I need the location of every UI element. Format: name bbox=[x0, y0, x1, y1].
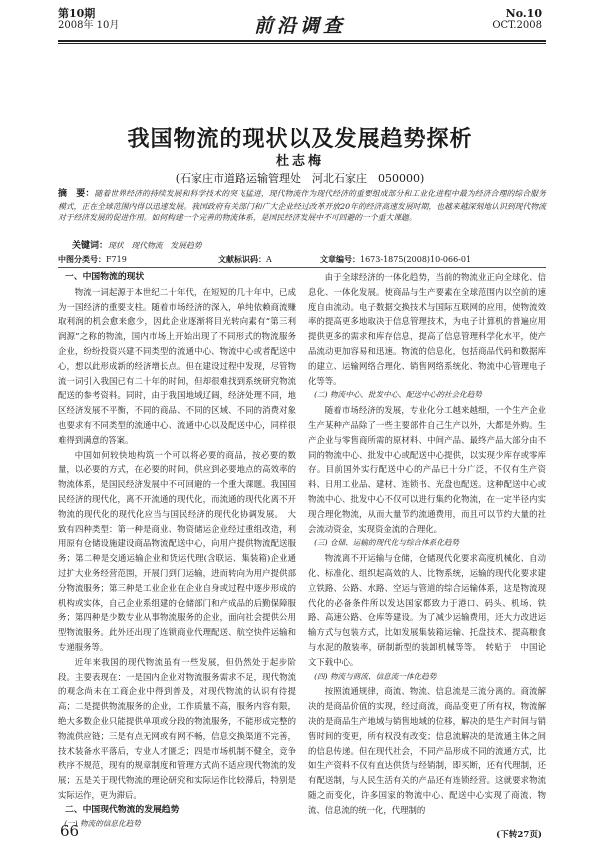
keywords-text: 现状 现代物流 发展趋势 bbox=[108, 241, 202, 250]
subsection-heading-4: (四) 物流与商流、信息流一体化趋势 bbox=[314, 671, 437, 681]
section-heading-1: 一、中国物流的现状 bbox=[65, 272, 145, 282]
body-paragraph: 按照流通规律，商流、物流、信息流是三流分离的。商流解决的是商品价值的实现，经过商流，商品变更了所有权，物流解决的是商品生产地域与销售地域的位移，解决的是生产时间与销售时间的变更，所有权没有改变；信息流解决的是流通主体之间的信息传递。但在现代社会，不同产品形成不同的流通方式，比如生产资料不仅有直达供货与经销制，即买断，还有代理制，还有配送制，与人民生活有关的产品还有连锁经营。这就要求物流随之而变化，许多国家的物流中心、配送中心实现了商流、物流、信息流的统一化，代理制的 bbox=[308, 686, 546, 815]
left-column bbox=[58, 270, 296, 832]
body-paragraph: 由于全球经济的一体化趋势，当前的物流业正向全球化、信息化、一体化发展。使商品与生产要素在全球范围内以空前的速度自由流动。电子数据交换技术与国际互联网的应用，使物流效率的提高更多地取决于信息管理技术，为电子计算机的普遍应用提供更多的需求和库存信息，提高了信息管理科学化水平，使产品流动更加容易和迅速。物流的信息化，包括商品代码和数据库的建立、运输网络合理化、销售网络系统化、物流中心管理电子化等等。 bbox=[308, 272, 546, 386]
body-paragraph: 随着市场经济的发展，专业化分工越来越细，一个生产企业生产某种产品除了一些主要部件自己生产以外，大都是外购。生产企业与零售商所需的原材料、中间产品、最终产品大部分由不同的物流中心、批发中心或配送中心提供，以实现少库存或零库存。目前国外实行配送中心的产品已十分广泛，不仅有生产资料、日用工业品、建材、连锁书、光盘也配送。这种配送中心或物流中心、批发中心不仅可以进行集约化物流，在一定半径内实现合理化物流，从而大量节约流通费用，而且可以节约大量的社会流动资金，实现资金流的合理化。 bbox=[308, 405, 546, 534]
header-issue-en: No.10 bbox=[505, 7, 542, 20]
subsection-heading-3: (三) 仓储、运输的现代化与综合体系化趋势 bbox=[314, 538, 460, 548]
body-paragraph: 近年来我国的现代物流虽有一些发展，但仍然处于起步阶段。主要表现在：一是国内企业对物流服务需求不足，现代物流的观念尚未在工商企业中得到普及，对现代物流的认识有待提高；二是提供物流服务的企业，工作质量不高，服务内容有限，绝大多数企业只能提供单项或分段的物流服务，不能形成完整的物流供应链；三是有点无网或有网不畅，信息交换渠道不完善，技术装备水平落后，专业人才匮乏；四是市场机制不健全，竞争秩序不规范，现有的规章制度和管理方式尚不适应现代物流的发展；五是关于现代物流的理论研究和实际运作比较滞后，特别是实际运作，更为滞后。 bbox=[58, 656, 296, 800]
abstract bbox=[58, 188, 546, 224]
page-number: 66 bbox=[60, 822, 80, 840]
keywords-label: 关键词： bbox=[72, 241, 109, 251]
body-paragraph: 物流离不开运输与仓储，仓储现代化要求高度机械化、自动化、标准化、组织起高效的人、比物系统，运输的现代化要求建立铁路、公路、水路、空运与管道的综合运输体系，这是物流现代化的必备条件所以发达国家都致力于港口、码头、机场、铁路、高速公路、仓库等建设。为了减少运输费用，还大力改进运输方式与包装方式，比如发展集装箱运输、托盘技术、提高粮食与水泥的散装率，研制新型的装卸机械等等。 转贴于 中国论文下载中心。 bbox=[308, 553, 546, 667]
article-number: 文章编号：1673-1875(2008)10-066-01 bbox=[320, 254, 472, 264]
article-author: 杜志梅 bbox=[275, 154, 324, 169]
doc-code: 文献标识码：A bbox=[218, 254, 272, 264]
right-column bbox=[308, 270, 546, 817]
continued-note: (下转27页) bbox=[496, 830, 542, 840]
body-paragraph: 物流一词起源于本世纪二十年代，在短短的几十年中，已成为一国经济的重要支柱。随着市场经济的深入，单纯依赖商流赚取利润的机会愈来愈少，因此企业逐渐将目光转向素有“第三利润源”之称的物流，国内市场上开始出现了不同形式的物流服务企业，纷纷投资兴建不同类型的流通中心、物流中心或者配送中心，想以此形成新的经济增长点。但在建设过程中发现，尽管物流一词引入我国已有二十年的时间，但却很难找到系统研究物流配送的参考资料。同时，由于我国地域辽阔，经济处理不同，地区经济发展不平衡，不同的商品、不同的区域、不同的消费对象也要求有不同类型的流通中心、流通中心以及配送中心，同样很难得到满意的答案。 bbox=[58, 286, 296, 445]
clc-number: 中图分类号：F719 bbox=[58, 254, 127, 264]
header-rule-thick bbox=[58, 40, 546, 42]
article-title: 我国物流的现状以及发展趋势探析 bbox=[127, 127, 473, 152]
subsection-heading-1: (一) 物流的信息化趋势 bbox=[64, 819, 141, 829]
body-paragraph: 中国如何较快地构筑一个可以将必要的商品，按必要的数量，以必要的方式，在必要的时间，供应到必要地点的高效率的物流体系，是国民经济发展中不可回避的一个重大课题。我国国民经济的现代化，离不开流通的现代化，而流通的现代化离不开物流的现代化的现代化应当与国民经济的现代化协调发展。 大致有四种类型：第一种是商业、物资储运企业经过重组改造，利用原有仓储设施建设商品物流配送中心，向用户提供物流配送服务；第二种是交通运输企业和货运代理(含联运、集装箱)企业通过扩大业务经营范围，开展门到门运输，进而转向为用户提供部分物流服务；第三种是工业企业在企业自身或过程中逐步形成的机构或实体，自己企业系组建的仓储部门和产成品的后勤保障服务；第四种是少数专业从事物流服务的企业，面向社会提供公用型物流服务。此外还出现了连锁商业代理配送、航空快件运输和专递服务等。 bbox=[58, 449, 296, 652]
header-date: 2008年 10月 bbox=[58, 20, 120, 31]
header-right bbox=[492, 8, 542, 32]
classification-rule bbox=[58, 267, 546, 268]
section-heading-2: 二、中国现代物流的发展趋势 bbox=[65, 804, 180, 815]
abstract-text: 随着世界经济的持续发展和科学技术的突飞猛进，现代物流作为现代经济的重要组成部分和工业化进程中最为经济合理的综合服务模式，正在全球范围内得以迅速发展。我国政府有关部门和广大企业经过改革开放20年的经济高速发展时期，也越来越深刻地认识到现代物流对于经济发展的促进作用。如何构建一个完善的物流体系，是国民经济发展中不可回避的一个重大课题。 bbox=[58, 189, 546, 222]
header-date-en: OCT.2008 bbox=[492, 20, 542, 31]
keywords bbox=[72, 238, 202, 251]
author-affiliation: (石家庄市道路运输管理处 河北石家庄 050000) bbox=[175, 172, 425, 185]
header-issue: 第10期 bbox=[58, 7, 96, 20]
header-rule-thin bbox=[58, 43, 546, 44]
journal-name: 前沿调查 bbox=[253, 15, 346, 37]
abstract-label: 摘 要： bbox=[58, 189, 95, 199]
subsection-heading-2: (二) 物流中心、批发中心、配送中心的社会化趋势 bbox=[314, 390, 482, 400]
